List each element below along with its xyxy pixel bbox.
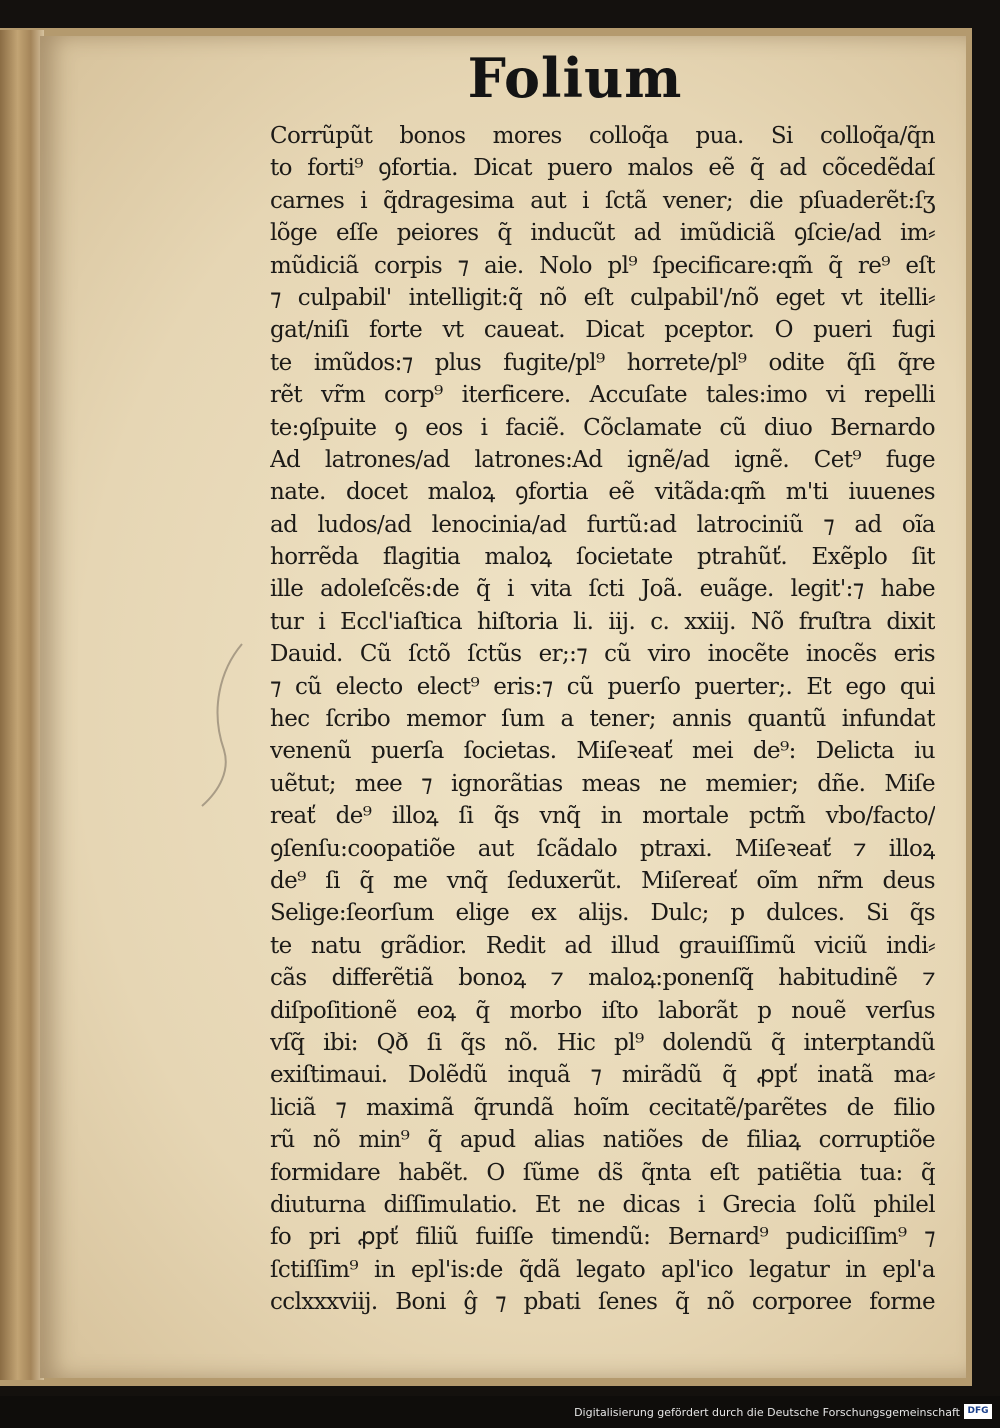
text-line: diuturna diſſimulatio. Et ne dicas i Grecia ſolũ philel: [270, 1191, 935, 1218]
text-line: uẽtut; mee ⁊ ignorãtias meas ne memier; dñe. Miſe: [270, 770, 935, 797]
text-line: ꝯſenſu:coopatiõe aut ſcãdalo ptraxi. Miſeꝛeať ⁊ illoꝝ: [270, 835, 935, 862]
text-line: cclxxxviij. Boni ĝ ⁊ pbati ſenes q̃ nõ corporee forme: [270, 1289, 935, 1316]
text-line: carnes i q̃dragesima aut i ſctã vener; die pſuaderẽt:ſʒ: [270, 187, 935, 214]
text-line: mũdiciã corpis ⁊ aie. Nolo pl⁹ ſpecificare:qm̃ q̃ re⁹ eſt: [270, 252, 935, 279]
text-line: Ad latrones/ad latrones:Ad ignẽ/ad ignẽ. Cet⁹ fuge: [270, 446, 935, 473]
text-line: vſq̃ ibi: Qð ſi q̃s nõ. Hic pl⁹ dolendũ q̃ interptandũ: [270, 1029, 935, 1056]
text-line: de⁹ ſi q̃ me vnq̃ ſeduxerũt. Miſereať oĩm nr̃m deus: [270, 867, 935, 894]
text-line: ⁊ cũ electo elect⁹ eris:⁊ cũ puerſo puerter;. Et ego qui: [270, 673, 935, 700]
text-line: te natu grãdior. Redit ad illud grauiſſimũ viciũ indi⸗: [270, 932, 935, 959]
text-line: formidare habẽt. O ſũme ds̃ q̃nta eſt patiẽtia tua: q̃: [270, 1159, 935, 1186]
text-line: venenũ puerſa ſocietas. Miſeꝛeať mei de⁹: Delicta iu: [270, 738, 935, 765]
text-line: diſpoſitionẽ eoꝝ q̃ morbo iſto laborãt p nouẽ verſus: [270, 997, 935, 1024]
digitization-credit: Digitalisierung gefördert durch die Deutsche Forschungsgemeinschaft: [574, 1406, 960, 1419]
text-line: fo pri ꝓpť filiũ fuiſſe timendũ: Bernard⁹ pudiciſſim⁹ ⁊: [270, 1224, 935, 1251]
text-line: to forti⁹ ꝯfortia. Dicat puero malos eẽ q̃ ad cõcedẽdaſ: [270, 155, 935, 182]
dfg-logo: DFG: [964, 1404, 992, 1419]
text-line: tur i Eccl'iaſtica hiſtoria li. iij. c. xxiij. Nõ fruſtra dixit: [270, 608, 935, 635]
footer-bar: [0, 1396, 1000, 1428]
text-line: exiſtimaui. Dolẽdũ inquã ⁊ mirãdũ q̃ ꝓpť inatã ma⸗: [270, 1062, 935, 1089]
folio-heading: Folium: [467, 46, 683, 110]
text-line: ille adoleſcẽs:de q̃ i vita ſcti Joã. euãge. legit':⁊ habe: [270, 576, 935, 603]
text-line: te:ꝯſpuite ꝯ eos i faciẽ. Cõclamate cũ diuo Bernardo: [270, 414, 935, 441]
text-line: rẽt vr̃m corp⁹ iterficere. Accuſate tales:imo vi repelli: [270, 382, 935, 409]
text-line: gat/niſi forte vt caueat. Dicat pceptor. O pueri fugi: [270, 317, 935, 344]
text-line: hec ſcribo memor ſum a tener; annis quantũ infundat: [270, 706, 935, 733]
folio-header: [0, 46, 1000, 110]
text-line: Dauid. Cũ ſctõ ſctũs er;:⁊ cũ viro inocẽte inocẽs eris: [270, 641, 935, 668]
page-edges: [0, 30, 44, 1380]
text-line: reať de⁹ illoꝝ ſi q̃s vnq̃ in mortale pctm̃ vbo/facto/: [270, 803, 935, 830]
text-block: [270, 120, 935, 1318]
text-line: liciã ⁊ maximã q̃rundã hoĩm cecitatẽ/parẽtes de filio: [270, 1094, 935, 1121]
text-line: te imũdos:⁊ plus fugite/pl⁹ horrete/pl⁹ odite q̃ſi q̃re: [270, 349, 935, 376]
text-line: cãs differẽtiã bonoꝝ ⁊ maloꝝ:ponenſq̃ habitudinẽ ⁊: [270, 965, 935, 992]
margin-pen-mark: [190, 640, 250, 810]
text-line: nate. docet maloꝝ ꝯfortia eẽ vitãda:qm̃ m'ti iuuenes: [270, 479, 935, 506]
text-line: Selige:ſeorſum elige ex alijs. Dulc; p dulces. Si q̃s: [270, 900, 935, 927]
text-line: lõge eſſe peiores q̃ inducũt ad imũdiciã ꝯſcie/ad im⸗: [270, 220, 935, 247]
text-line: ad ludos/ad lenocinia/ad furtũ:ad latrociniũ ⁊ ad oĩa: [270, 511, 935, 538]
text-line: ⁊ culpabil' intelligit:q̃ nõ eſt culpabil'/nõ eget vt itelli⸗: [270, 284, 935, 311]
text-line: ſctiſſim⁹ in epl'is:de q̃dã legato apl'ico legatur in epl'a: [270, 1256, 935, 1283]
text-line: rũ nõ min⁹ q̃ apud alias natiões de filiaꝝ corruptiõe: [270, 1127, 935, 1154]
text-line: Corrũpũt bonos mores colloq̃a pua. Si colloq̃a/q̃n: [270, 123, 935, 149]
text-line: horrẽda flagitia maloꝝ ſocietate ptrahũť. Exẽplo ſit: [270, 544, 935, 571]
